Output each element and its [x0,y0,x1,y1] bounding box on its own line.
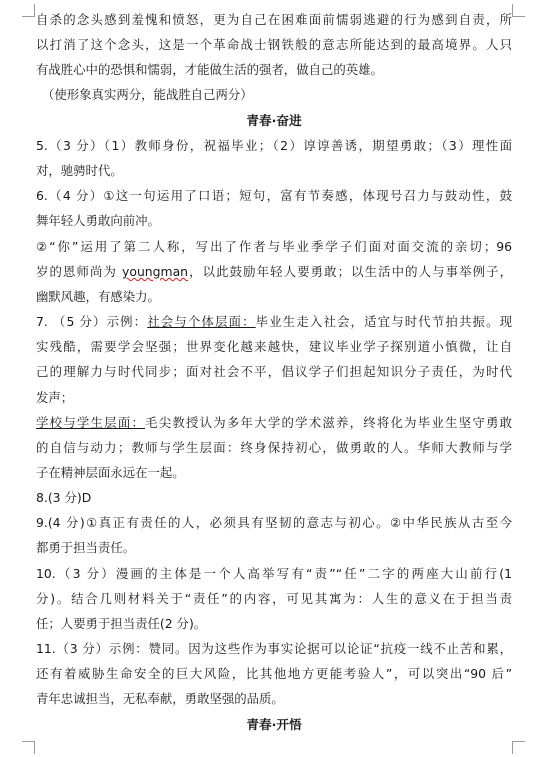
text-segment: 7. （5 分）示例： [36,314,148,329]
corner-mark-top-right [512,4,525,17]
corner-mark-bottom-left [22,741,35,754]
text-segment: 岁的恩师尚为 [36,264,123,279]
scoring-note: （使形象真实两分，能战胜自己两分） [42,87,253,102]
text-line: 的自信与动力；教师与学生层面：终身保持初心，做勇敢的人。华师大教师与学 [36,440,512,455]
text-line: 实残酷，需要学会坚强；世界变化越来越快，建议毕业学子探别道小慎微，让自 [36,339,512,354]
text-line [36,263,512,281]
text-line: 青年忠诚担当，无私奉献，勇敢坚强的品质。 [36,691,284,706]
answer-5: 5.（3 分）（1）教师身份，祝福毕业；（2）谆谆善诱，期望勇敢；（3）理性面 [36,138,512,153]
answer-9: 9.(4 分)①真正有责任的人，必须具有坚韧的意志与初心。②中华民族从古至今 [36,515,512,530]
text-line: 己的理解力与时代同步；面对社会不平，倡议学子们担起知识分子责任，为时代 [36,364,512,379]
answer-11: 11.（3 分）示例：赞同。因为这些作为事实论据可以论证“抗疫一线不止苦和累， [36,641,512,656]
underlined-heading: 学校与学生层面： [36,415,146,430]
section-heading: 青春·开悟 [246,717,302,732]
spellcheck-word: youngman [122,264,189,279]
text-line: 发声； [36,390,74,405]
answer-6: 6.（4 分）①这一句运用了口语；短句，富有节奏感，体现号召力与鼓动性，鼓 [36,188,512,203]
text-line: 以打消了这个念头，这是一个革命战士钢铁般的意志所能达到的最高境界。人只 [36,37,512,52]
text-segment: ，以此鼓励年轻人要勇敢；以生活中的人与事举例子， [188,264,512,279]
answer-7 [36,313,512,331]
text-line: 对，驰骋时代。 [36,163,123,178]
text-line: 分)。结合几则材料关于“责任”的内容，可见其寓为：人生的意义在于担当责 [36,591,512,606]
text-line: 都勇于担当责任。 [36,540,136,555]
text-line: 幽默风趣，有感染力。 [36,289,160,304]
corner-mark-bottom-right [512,741,525,754]
text-line: ②“你”运用了第二人称，写出了作者与毕业季学子们面对面交流的亲切；96 [36,239,512,254]
text-line: 任；人要勇于担当责任(2 分)。 [36,616,207,631]
text-line: 有战胜心中的恐惧和懦弱，才能做生活的强者，做自己的英雄。 [36,62,383,77]
text-line [36,414,512,432]
text-segment: 毛尖教授认为多年大学的学术滋养，终将化为毕业生坚守勇敢 [145,415,513,430]
text-line: 舞年轻人勇敢向前冲。 [36,213,160,228]
answer-8: 8.(3 分)D [36,490,92,505]
text-line: 自杀的念头感到羞愧和愤怒，更为自己在困难面前懦弱逃避的行为感到自责，所 [36,12,512,27]
text-segment: 毕业生走入社会，适宜与时代节拍共振。现 [255,314,513,329]
underlined-heading: 社会与个体层面： [147,314,256,329]
text-line: 还有着威胁生命安全的巨大风险，比其他地方更能考验人”，可以突出“90 后” [36,666,512,681]
text-line: 子在精神层面永远在一起。 [36,465,185,480]
corner-mark-top-left [22,4,35,17]
section-heading: 青春·奋进 [246,113,302,128]
answer-10: 10.（3 分）漫画的主体是一个人高举写有“责”“任”二字的两座大山前行(1 [36,566,512,581]
